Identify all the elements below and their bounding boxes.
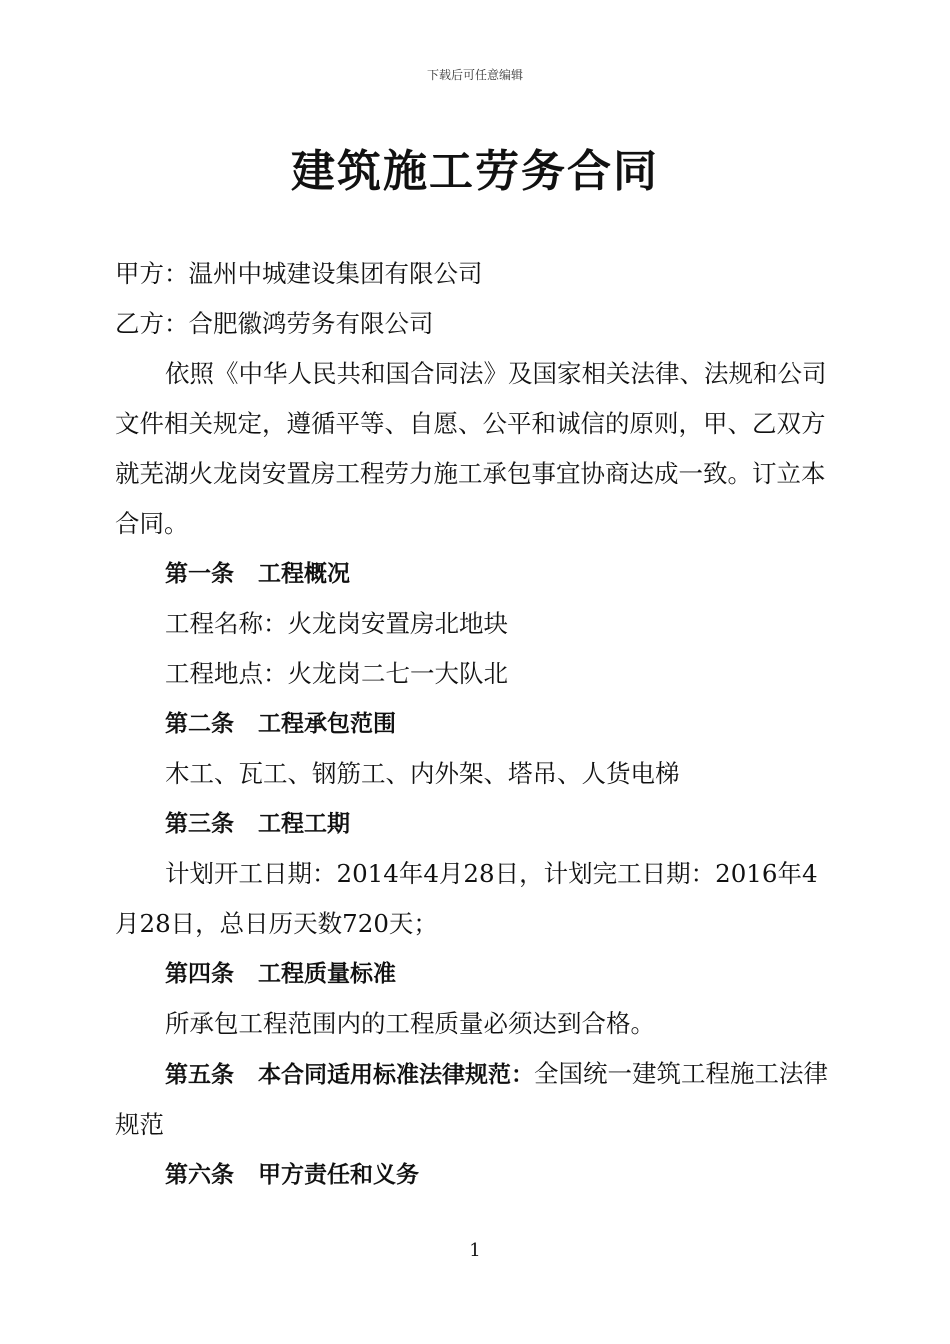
intro-paragraph: 依照《中华人民共和国合同法》及国家相关法律、法规和公司文件相关规定，遵循平等、自愿、公平和诚信的原则，甲、乙双方就芜湖火龙岗安置房工程劳力施工承包事宜协商达成一致。订立本合同。 xyxy=(115,359,827,538)
article-1-heading xyxy=(115,549,837,599)
article-2-number: 第二条 xyxy=(165,711,234,737)
article-5-text: 全国统一建筑工程施工法律规范 xyxy=(115,1059,828,1139)
article-4-number: 第四条 xyxy=(165,961,234,987)
document-title: 建筑施工劳务合同 xyxy=(291,146,659,197)
article-2-heading xyxy=(115,699,837,749)
party-b: 乙方：合肥徽鸿劳务有限公司 xyxy=(115,309,434,338)
article-2-title: 工程承包范围 xyxy=(258,711,396,737)
article-4-heading xyxy=(115,949,837,999)
article-5-title: 本合同适用标准法律规范： xyxy=(258,1062,534,1088)
article-3-number: 第三条 xyxy=(165,811,234,837)
article-4-title: 工程质量标准 xyxy=(258,961,396,987)
article-3-title: 工程工期 xyxy=(258,811,350,837)
article-5-paragraph xyxy=(115,1049,837,1150)
article-1-line-1: 工程名称：火龙岗安置房北地块 xyxy=(165,609,508,638)
article-4-line-1: 所承包工程范围内的工程质量必须达到合格。 xyxy=(165,1009,655,1038)
article-1-title: 工程概况 xyxy=(258,561,350,587)
party-a: 甲方：温州中城建设集团有限公司 xyxy=(115,259,483,288)
page-number: 1 xyxy=(469,1240,481,1261)
header-note: 下载后可任意编辑 xyxy=(426,68,523,82)
document-body xyxy=(115,249,837,1200)
article-6-number: 第六条 xyxy=(165,1162,234,1188)
article-6-heading xyxy=(115,1150,837,1200)
article-3-line-1: 计划开工日期：2014年4月28日，计划完工日期：2016年4月28日，总日历天数720天； xyxy=(115,859,818,938)
article-1-line-2: 工程地点：火龙岗二七一大队北 xyxy=(165,659,508,688)
article-2-line-1: 木工、瓦工、钢筋工、内外架、塔吊、人货电梯 xyxy=(165,759,680,788)
article-3-heading xyxy=(115,799,837,849)
article-5-number: 第五条 xyxy=(165,1062,234,1088)
article-6-title: 甲方责任和义务 xyxy=(258,1162,419,1188)
article-1-number: 第一条 xyxy=(165,561,234,587)
